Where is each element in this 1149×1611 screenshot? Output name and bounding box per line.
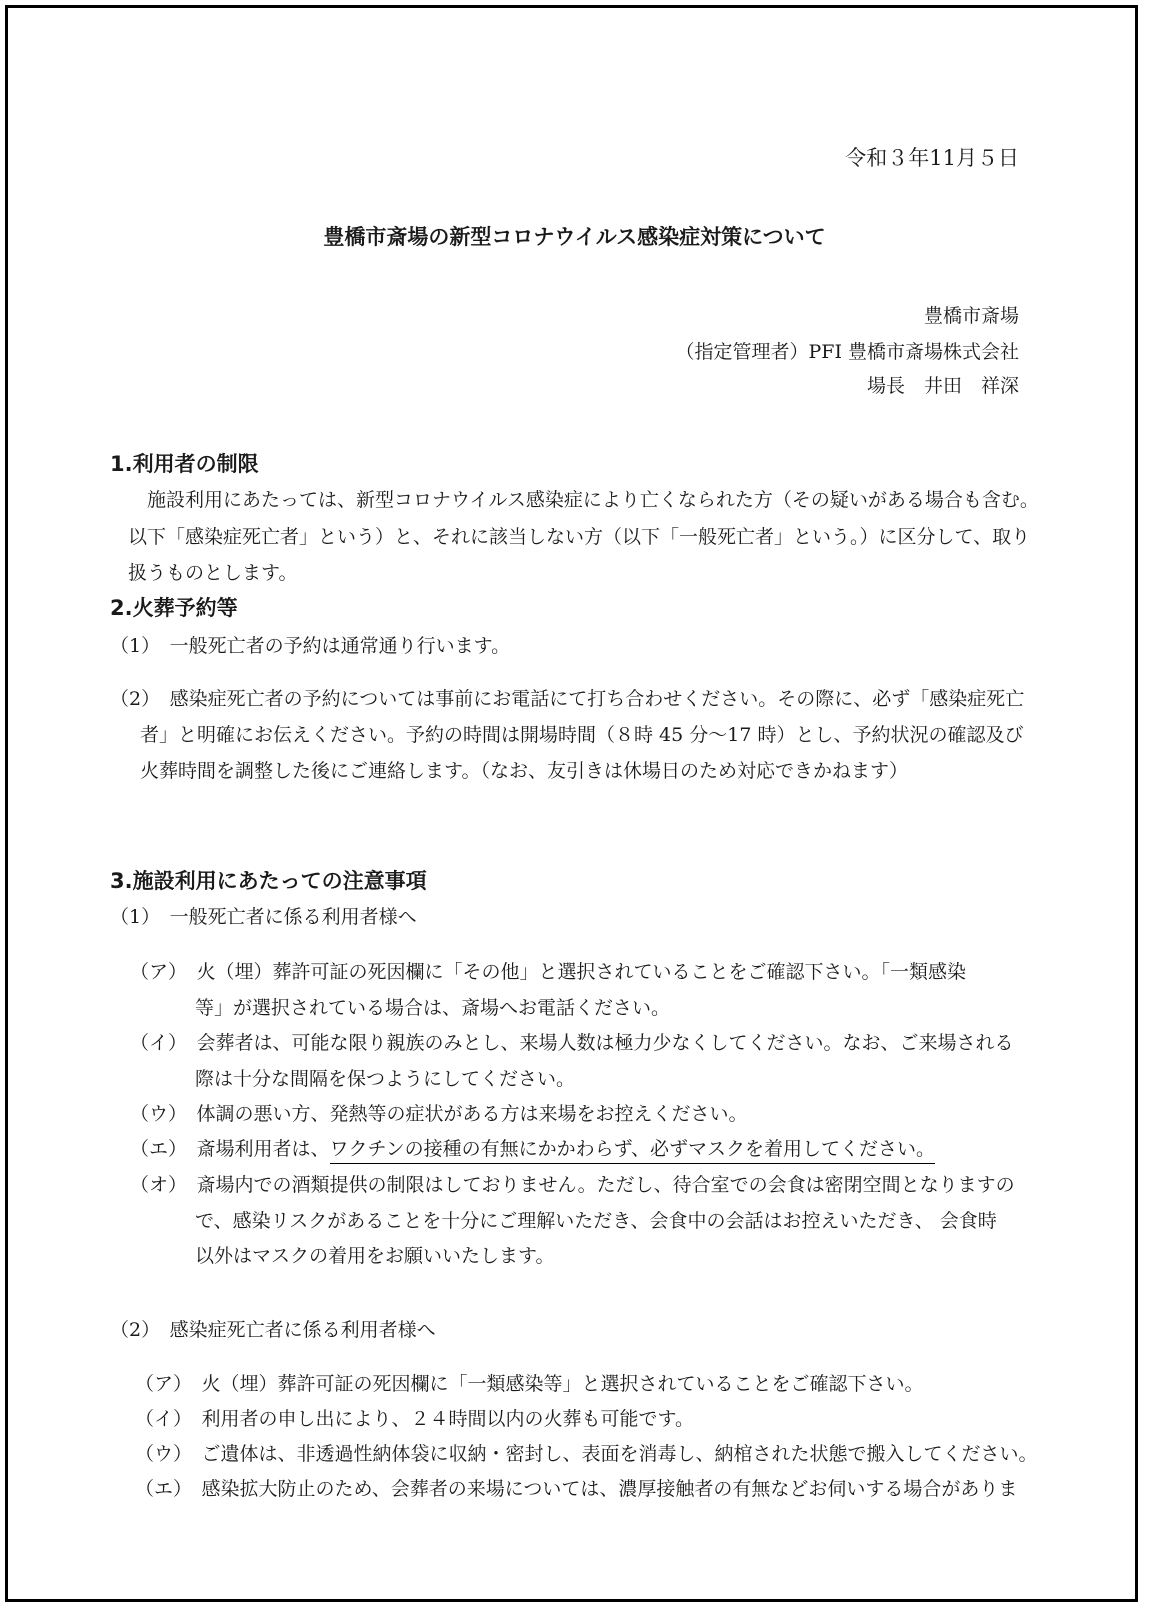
sub1-item-o-cont: で、感染リスクがあることを十分にご理解いただき、会食中の会話はお控えいただき、 会食時	[195, 1210, 997, 1232]
sub1-item-i-cont: 際は十分な間隔を保つようにしてください。	[195, 1068, 576, 1090]
sub1-item-a-cont: 等」が選択されている場合は、斎場へお電話ください。	[195, 997, 671, 1019]
issuer-manager: （指定管理者）PFI 豊橋市斎場株式会社	[675, 341, 1019, 363]
section2-item2-line: （2） 感染症死亡者の予約については事前にお電話にて打ち合わせください。その際に、必ず「感染症死亡	[110, 688, 1025, 710]
section1-line: 施設利用にあたっては、新型コロナウイルス感染症により亡くなられた方（その疑いがある場合も含む。	[147, 489, 1039, 511]
sub1-item-e-underlined: ワクチンの接種の有無にかかわらず、必ずマスクを着用してください。	[330, 1138, 936, 1164]
sub2-item-u: （ウ） ご遺体は、非透過性納体袋に収納・密封し、表面を消毒し、納棺された状態で搬入してください。	[135, 1443, 1038, 1465]
section2-heading: 2.火葬予約等	[110, 596, 238, 620]
section3-sub1-heading: （1） 一般死亡者に係る利用者様へ	[110, 906, 417, 928]
sub2-item-e: （エ） 感染拡大防止のため、会葬者の来場については、濃厚接触者の有無などお伺いする場合がありま	[135, 1478, 1018, 1500]
section1-line: 扱うものとします。	[128, 562, 298, 584]
section3-heading: 3.施設利用にあたっての注意事項	[110, 869, 427, 893]
sub1-item-a: （ア） 火（埋）葬許可証の死因欄に「その他」と選択されていることをご確認下さい。「一類感染	[130, 961, 967, 983]
section2-item2-line: 火葬時間を調整した後にご連絡します。（なお、友引きは休場日のため対応できかねます）	[140, 760, 908, 782]
sub1-item-o-cont: 以外はマスクの着用をお願いいたします。	[195, 1245, 555, 1267]
section1-heading: 1.利用者の制限	[110, 452, 259, 476]
sub1-item-o: （オ） 斎場内での酒類提供の制限はしておりません。ただし、待合室での会食は密閉空間となりますの	[130, 1174, 1015, 1196]
sub2-item-a: （ア） 火（埋）葬許可証の死因欄に「一類感染等」と選択されていることをご確認下さい。	[135, 1373, 924, 1395]
section3-sub2-heading: （2） 感染症死亡者に係る利用者様へ	[110, 1319, 436, 1341]
section2-item2-line: 者」と明確にお伝えください。予約の時間は開場時間（８時 45 分～17 時）とし、予約状況の確認及び	[140, 724, 1024, 746]
document-date: 令和３年11月５日	[845, 146, 1019, 170]
sub1-item-e	[130, 1137, 935, 1161]
section1-line: 以下「感染症死亡者」という）と、それに該当しない方（以下「一般死亡者」という。）に区分して、取り	[128, 526, 1031, 548]
sub1-item-e-prefix: （エ） 斎場利用者は、	[130, 1138, 330, 1160]
document-title: 豊橋市斎場の新型コロナウイルス感染症対策について	[323, 224, 826, 249]
sub2-item-i: （イ） 利用者の申し出により、２４時間以内の火葬も可能です。	[135, 1408, 694, 1430]
issuer-director: 場長 井田 祥深	[866, 375, 1019, 397]
sub1-item-u: （ウ） 体調の悪い方、発熱等の症状がある方は来場をお控えください。	[130, 1103, 748, 1125]
issuer-org: 豊橋市斎場	[923, 305, 1019, 327]
sub1-item-i: （イ） 会葬者は、可能な限り親族のみとし、来場人数は極力少なくしてください。なお、ご来場される	[130, 1032, 1014, 1054]
section2-item1: （1） 一般死亡者の予約は通常通り行います。	[110, 635, 511, 657]
